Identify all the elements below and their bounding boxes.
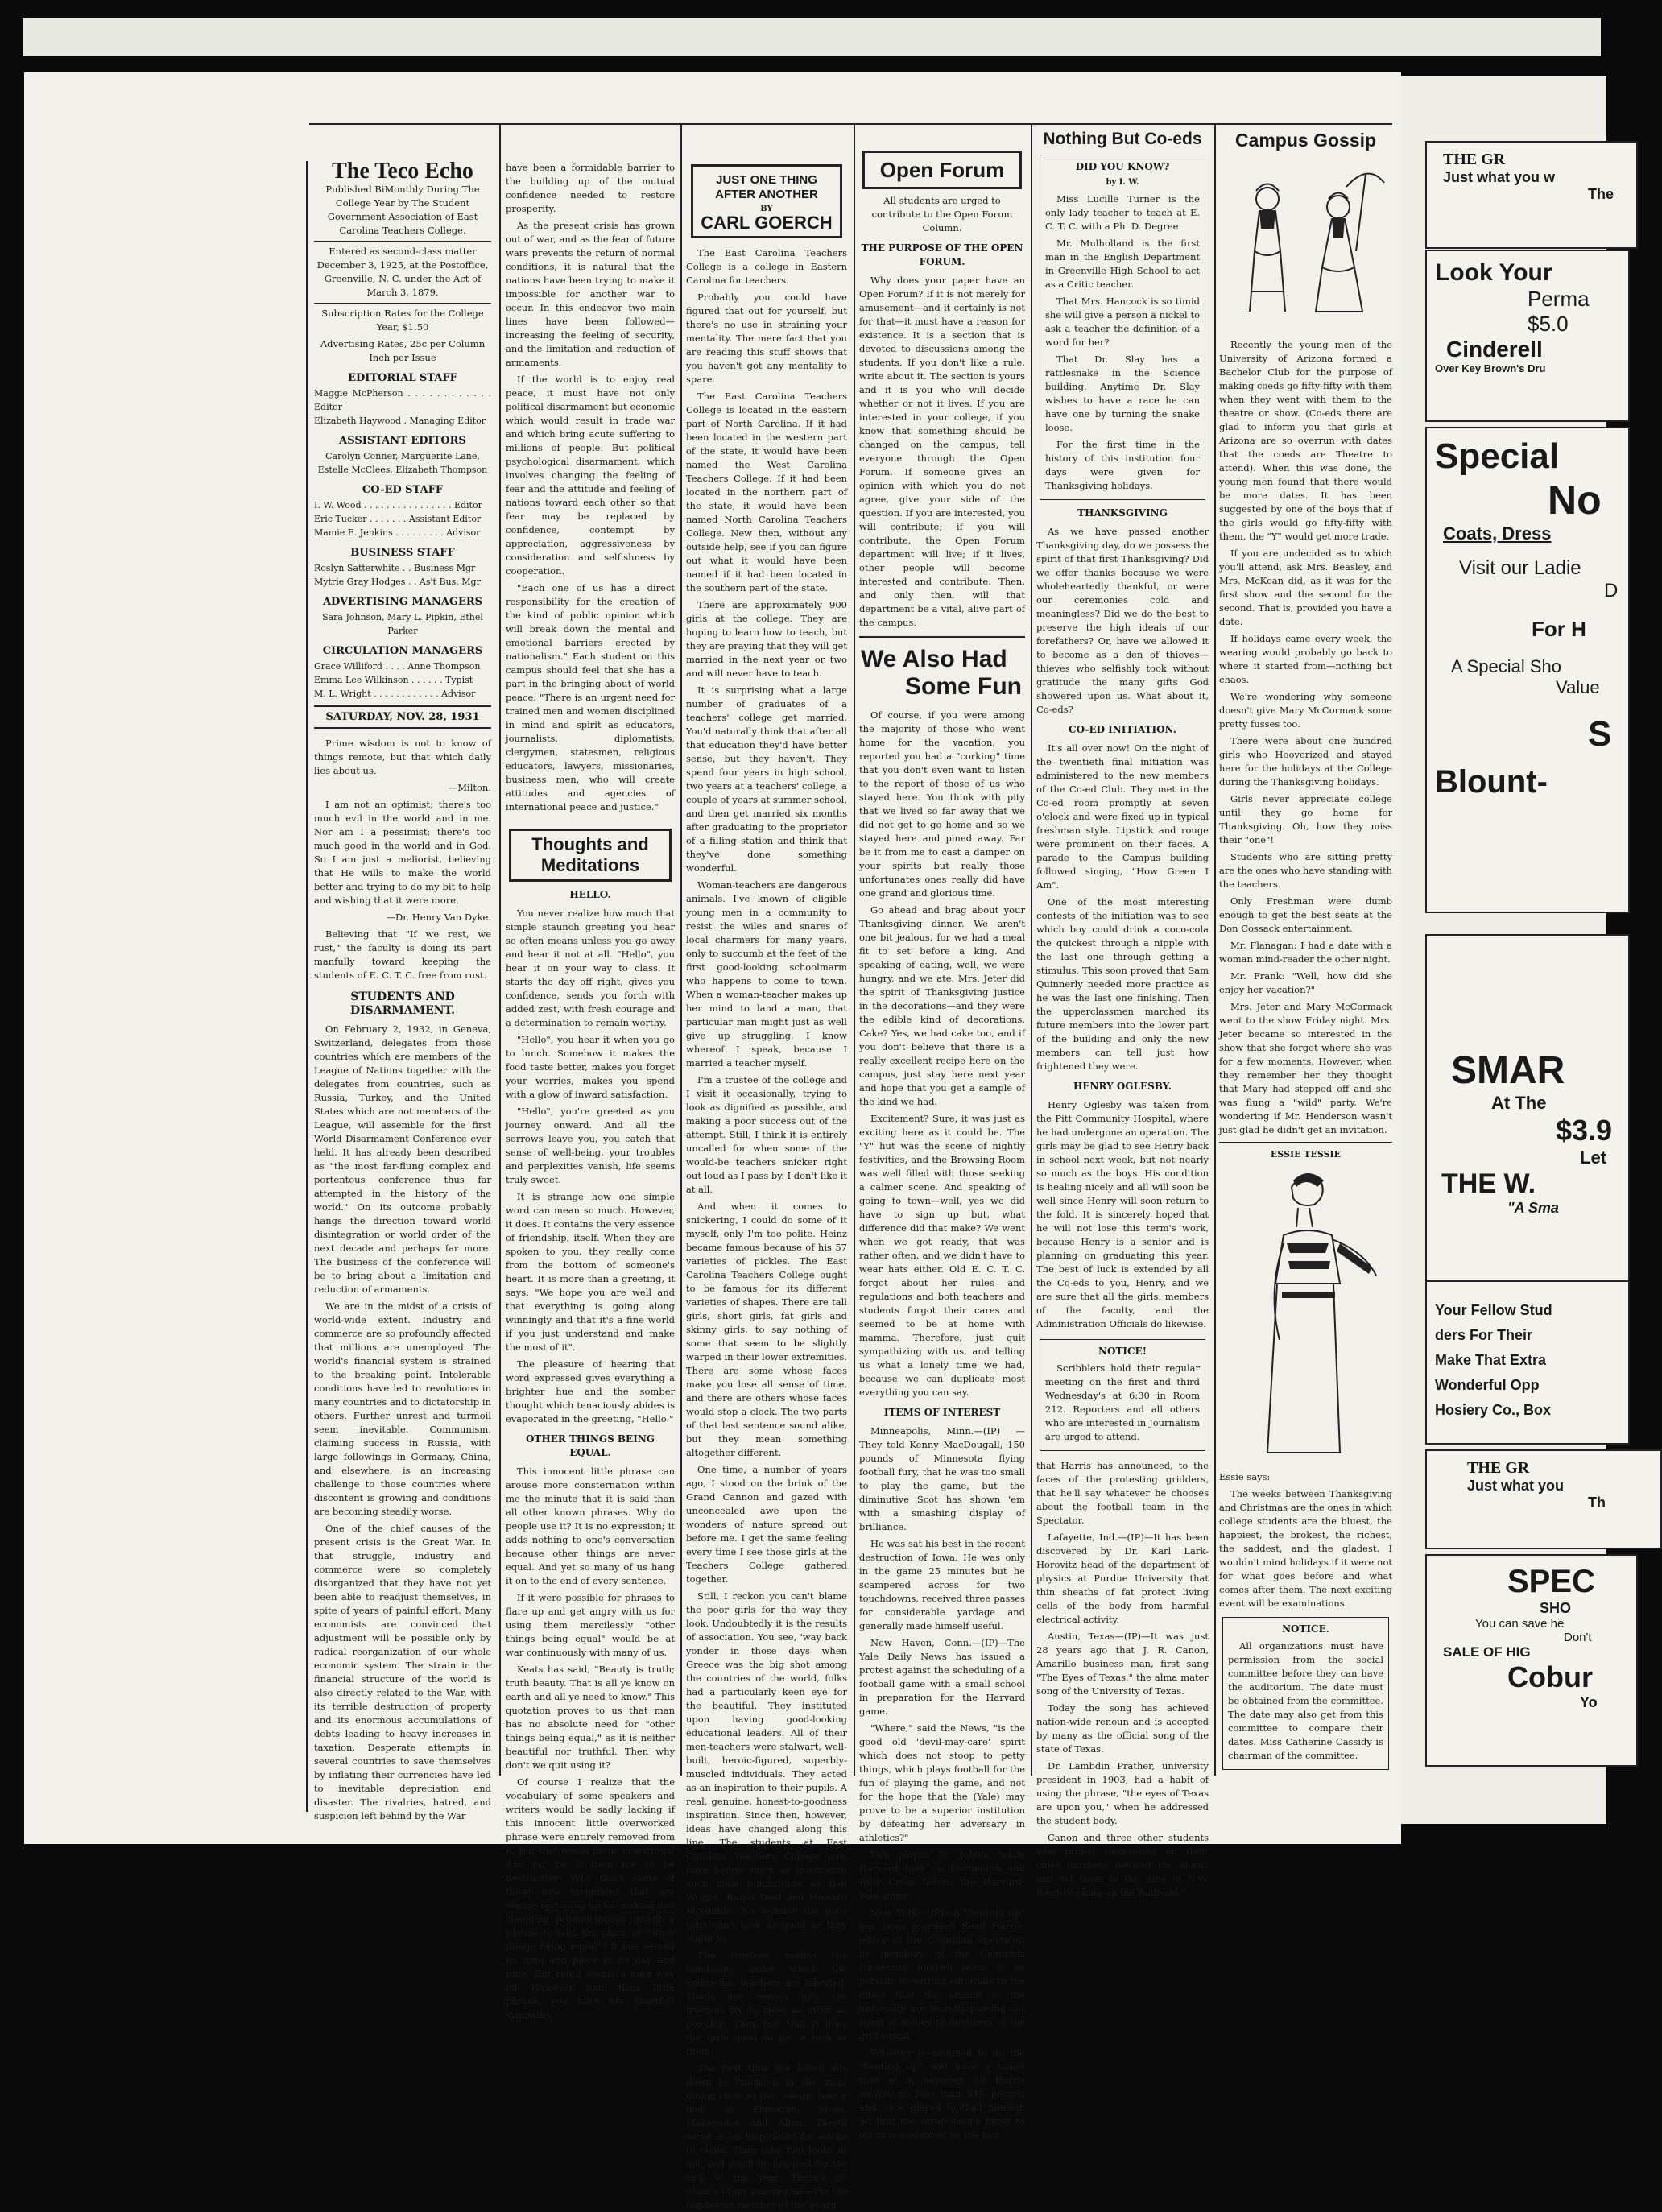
ad-line: Your Fellow Stud [1435, 1302, 1552, 1318]
assistant-editors-heading: ASSISTANT EDITORS [339, 435, 466, 447]
divider [314, 705, 491, 707]
article-paragraph: Still, I reckon you can't blame the poor girls for the way they look. Undoubtedly it is the results of association. You see, 'way back yonder in those days when Greece was the big shot among the countries of the world, folks had a particularly keen eye for the beautiful. They instituted upon having good-looking educational leaders. All of their men-teachers were stalwart, well-built, heroic-figured, superbly-muscled individuals. They acted as an inspiration to their pupils. A real, genuine, honest-to-goodness inspiration. Since then, however, ideas have changed along this line. The students at East Carolina Teachers College now have before them as inspiration such male pulchritude as Bob Wright, Ralph Deal and Howard McGinnis. No wonder the poor girls can't look as good as they ought to. [686, 1590, 847, 1944]
column-disarmament-cont [506, 161, 675, 2020]
henry-oglesby-title: HENRY OGLESBY. [1073, 1081, 1172, 1092]
staff-line: Maggie McPherson . . . . . . . . . . . . Editor [314, 388, 491, 412]
ad-line: No [1548, 478, 1602, 523]
column-masthead [314, 159, 491, 1821]
article-paragraph: Lafayette, Ind.—(IP)—It has been discovered by Dr. Karl Lark-Horovitz head of the department of physics at Purdue University that thin sheaths of fat protect living cells of the body from harmful electrical activity. [1036, 1532, 1209, 1625]
column-forum [859, 149, 1025, 2140]
article-paragraph: It's all over now! On the night of the twentieth final initiation was administered to the new members of the Co-ed Club. They met in the Co-ed room promptly at seven o'clock and were fixed up in typical freshman style. Lipstick and rouge were prominent on their faces. A parade to the Campus building followed singing, "How Green I Am". [1036, 742, 1209, 891]
divider [314, 727, 491, 729]
essie-says-label: Essie says: [1219, 1471, 1271, 1482]
divider [314, 241, 491, 242]
ad-line: Over Key Brown's Dru [1435, 362, 1546, 374]
article-paragraph: This innocent little phrase can arouse more consternation within me the minute that it is said than all other known phrases. Why do people use it? It is no expression; it adds nothing to one's conversation because other things are never equal. And yet so many of us hang it on to the end of every sentence. [506, 1466, 675, 1586]
quote-attribution: —Dr. Henry Van Dyke. [386, 912, 491, 923]
article-paragraph: If you are undecided as to which you'll attend, ask Mrs. Beasley, and Mrs. McKean did, as it was for the first show and the second for the second. That is, provided you have a date. [1219, 548, 1392, 627]
ad-line: Make That Extra [1435, 1352, 1547, 1368]
article-paragraph: "Each one of us has a direct responsibility for the creation of the kind of public opinion which will break down the mental and emotional barriers erected by nationalism." Each student on this campus should feel that she has a part in the bringing about of world peace. "There is an urgent need for trained men and women disciplined in mind and spirit as educators, journalists, diplomatists, clergymen, statesmen, religious educators, lawyers, missionaries, business men, who will create attitudes and agencies of international peace and justice." [506, 582, 675, 812]
thanksgiving-title: THANKSGIVING [1077, 507, 1168, 519]
article-paragraph: Why does your paper have an Open Forum? If it is not merely for amusement—and it certainly is not for that—it must have a reason for existence. It is a section that is devoted to discussions among the students. If you don't like a rule, write about it. The section is yours and it is you who will decide whether or not it lives. If you are interested in your college, if you know that something should be changed on the campus, tell everyone through the Open Forum. If someone gives an opinion with which you do not agree, give your side of the question. If you are interested, you will contribute; if you will contribute, the Open Forum department will live; if it lives, other people will become interested and contribute. Then, and only then, will that department be a vital, alive part of the campus. [859, 275, 1025, 628]
ad-line: You can save he [1475, 1617, 1565, 1631]
social-notice-box [1222, 1617, 1389, 1770]
article-paragraph: It is surprising what a large number of graduates of a teachers' college get married. You'd naturally think that after all that education they'd have better sense, but they haven't. They spend four years in high school, two years at a teachers' college, a couple of years at summer school, and then get married six months after graduating to the proprietor of a filling station and think that they've done something wonderful. [686, 684, 847, 874]
thoughts-heading: Thoughts and Meditations [531, 834, 649, 875]
disarmament-heading: STUDENTS AND DISARMAMENT. [349, 990, 456, 1017]
article-paragraph: Probably you could have figured that out for yourself, but there's no use in straining your mentality. The mere fact that you are reading this stuff shows that you haven't got any mentality to spare. [686, 291, 847, 385]
hello-title: HELLO. [569, 889, 611, 900]
essie-tessie-illustration [1219, 1163, 1392, 1469]
fun-title-line1: We Also Had [861, 646, 1007, 672]
article-paragraph: Yale played St. John's, while Harvard took on Dartmouth and Holy Cross before the Harvard-Yale game. [859, 1849, 1025, 1901]
divider [1219, 1142, 1392, 1143]
coed-staff-heading: CO-ED STAFF [362, 484, 444, 496]
ad-coburn [1425, 1554, 1638, 1767]
article-paragraph: "Where," said the News, "is the good old 'devil-may-care' spirit which does not stoop to petty things, which plays football for the fun of playing the game, and not for the hope that the (Yale) may prove to be a superior institution by defeating her adversary in athletics?" [859, 1722, 1025, 1843]
article-paragraph: Minneapolis, Minn.—(IP) — They told Kenny MacDougall, 150 pounds of Minnesota flying football fury, that he was too small to play the game, but the diminutive Scot has shown 'em with a smashing display of brilliance. [859, 1425, 1025, 1532]
advertising-rates: Advertising Rates, 25c per Column Inch per Issue [320, 338, 486, 363]
staff-line: M. L. Wright . . . . . . . . . . . . Advisor [314, 688, 476, 699]
divider [859, 636, 1025, 638]
ad-line: Special [1435, 436, 1560, 476]
article-paragraph: Mr. Flanagan: I had a date with a woman mind-reader the other night. [1219, 940, 1392, 965]
article-paragraph: "Hello", you hear it when you go to lunch. Somehow it makes the food taste better, makes you forget your worries, makes you spend with a glow of inward satisfaction. [506, 1034, 675, 1100]
ad-line: At The [1491, 1093, 1547, 1113]
column-gossip [1219, 129, 1392, 1804]
ad-line: Th [1588, 1495, 1606, 1511]
article-paragraph: have been a formidable barrier to the building up of the mutual confidence needed to restore prosperity. [506, 162, 675, 214]
ad-line: Coats, Dress [1443, 523, 1552, 544]
masthead-published: Published BiMonthly During The College Year by The Student Government Association of East Carolina Teachers College. [325, 184, 480, 236]
ad-line: For H [1532, 617, 1586, 641]
ad-line: D [1604, 580, 1619, 602]
goerch-by: BY [760, 205, 773, 213]
staff-line: Grace Williford . . . . Anne Thompson [314, 661, 481, 672]
did-you-know-title: DID YOU KNOW? [1075, 161, 1170, 172]
fun-title-line2: Some Fun [904, 673, 1022, 700]
column-rule [680, 125, 682, 1776]
article-paragraph: The pleasure of hearing that word expressed gives everything a brighter hue and the somber thought which tenaciously abides is evaporated in the greeting, "Hello." [506, 1358, 675, 1424]
article-paragraph: Whoever is assigned to do the "beating up" will have a tough time of it, however, for Harris weighs no less than 215 pounds and once played football himself. So that the scrap seems likely to occur is evidenced by the fact [859, 2047, 1025, 2140]
column-rule [1031, 125, 1032, 1776]
column-goerch [686, 161, 847, 2210]
thoughts-heading-box [509, 829, 672, 882]
ad-line: SMAR [1451, 1049, 1565, 1092]
goerch-title: JUST ONE THING AFTER ANOTHER [715, 173, 818, 201]
ad-line: Visit our Ladie [1459, 557, 1581, 579]
article-paragraph: The weeks between Thanksgiving and Christmas are the ones in which college students are the bluest, the happiest, the brokest, the richest, the saddest, and the gladest. I wouldn't mind holidays if it were not for what goes before and what comes after them. The next exciting event will be examinations. [1219, 1488, 1392, 1609]
article-paragraph: You never realize how much that simple staunch greeting you hear so often means unless you go away and hear it not at all. "Hello", you hear it on your way to class. It starts the day off right, gives you confidence, sends you forth with added zest, with fresh courage and a determination to remain worthy. [506, 908, 675, 1028]
article-paragraph: that Harris has announced, to the faces of the protesting gridders, that he'll say whatever he chooses about the football team in the Spectator. [1036, 1460, 1209, 1526]
article-paragraph: As we have passed another Thanksgiving day, do we possess the spirit of that first Thanksgiving? Did we offer thanks because we were wholeheartedly thankful, or were our ceremonies cold and meaningless? Did we do the best to preserve the high ideals of our forefathers? Or, have we allowed it to become as a den of thieves—thieves who selfishly took without gratitude the many gifts God showered upon us. What about it, Co-eds? [1036, 526, 1209, 715]
editorial-staff-heading: EDITORIAL STAFF [348, 372, 457, 384]
article-paragraph: Mr. Frank: "Well, how did she enjoy her vacation?" [1219, 970, 1392, 995]
staff-line: Mamie E. Jenkins . . . . . . . . . Advisor [314, 527, 481, 538]
advertising-managers-heading: ADVERTISING MANAGERS [322, 596, 483, 608]
forum-intro: All students are urged to contribute to the Open Forum Column. [871, 195, 1013, 234]
article-paragraph: The East Carolina Teachers College is a college in Eastern Carolina for teachers. [686, 247, 847, 286]
article-paragraph: Henry Oglesby was taken from the Pitt Community Hospital, where he had undergone an operation. The girls may be glad to see Henry back in school next week, but not nearly so much as the boys. His condition is healing nicely and all will soon be well since Henry will soon return to the fold. It is sincerely hoped that he will not lose this term's work, because Henry is a senior and is planning on graduating this year. The best of luck is extended by all the Co-eds to you, Henry, and we are sure that all the girls, members of the faculty, and the Administration Officials do likewise. [1036, 1099, 1209, 1329]
article-paragraph: Girls never appreciate college until they go home for Thanksgiving. Oh, how they miss their "one"! [1219, 793, 1392, 846]
article-paragraph: As the present crisis has grown out of war, and as the fear of future wars prevents the return of normal conditions, it is natural that the nations have been trying to make it impossible for another war to occur. In this endeavor two main lines have been followed—increasing the feeling of security, and the limitation and reduction of armaments. [506, 220, 675, 368]
article-paragraph: Scribblers hold their regular meeting on the first and third Wednesday's at 6:30 in Room 212. Reporters and all others who are interested in Journalism are urged to attend. [1045, 1362, 1200, 1442]
notice-title: NOTICE. [1282, 1623, 1329, 1635]
article-paragraph: Woman-teachers are dangerous animals. I've known of eligible young men in a community to resist the wiles and snares of local charmers for many years, only to succumb at the feet of the first good-looking schoolmarm who happens to come to town. When a woman-teacher makes up her mind to land a man, that particular man might just as well give up struggling. I know whereof I speak, because I married a teacher myself. [686, 879, 847, 1069]
masthead-entered: Entered as second-class matter December 3, 1925, at the Postoffice, Greenville, N. C. under the Act of March 3, 1879. [316, 246, 489, 298]
article-paragraph: Go ahead and brag about your Thanksgiving dinner. We aren't one bit jealous, for we had a meal fit to set before a king. And speaking of eating, well, we were hungry, and we ate. Mrs. Jeter did the spirit of Thanksgiving justice in the decorations—and they were the edible kind of decorations. Cake? Yes, we had cake too, and if you don't believe that there is a really excellent recipe here on the campus, just stay here next year and hope that you get a sample of the kind we had. [859, 904, 1025, 1107]
article-paragraph: Today the song has achieved nation-wide renoun and is accepted by many as the official song of the state of Texas. [1036, 1702, 1209, 1755]
article-paragraph: And when it comes to snickering, I could do some of it myself, only I'm too polite. Heinz became famous because of his 57 varieties of pickles. The East Carolina Teachers College ought to be famous for its different varieties of shapes. There are tall girls, short girls, fat girls and skinny girls, to say nothing of some that seem to be slightly warped in their lower extremities. There are some whose faces make you lose all sense of time, and there are others whose faces would stop a clock. The two parts of that last sentence sound alike, but they mean something altogether different. [686, 1201, 847, 1458]
ad-line: Look Your [1435, 259, 1552, 286]
article-paragraph: Canon and three other students who prided themselves on their close harmony devised the words and set them to the tune of "I've Been Working on the Railroad." [1036, 1832, 1209, 1898]
ad-line: Just what you [1467, 1478, 1565, 1494]
article-paragraph: We are in the midst of a crisis of world-wide extent. Industry and commerce are so profoundly affected that millions are unemployed. The world's financial system is strained to the breaking point. Intolerable conditions have led to revolutions in many countries and to dictatorship in others. Further unrest and turmoil seem inevitable. Communism, claiming success in Russia, with large followings in Germany, China, and elsewhere, is an increasing challenge to those countries where discontent is growing and conditions are becoming steadily worse. [314, 1300, 491, 1517]
ad-line: S [1588, 714, 1612, 754]
forum-purpose-title: THE PURPOSE OF THE OPEN FORUM. [861, 242, 1023, 267]
forum-title: Open Forum [879, 158, 1005, 182]
scribblers-notice-box [1040, 1339, 1205, 1451]
ad-line: Value [1556, 677, 1600, 697]
column-rule [1214, 125, 1216, 1776]
issue-date: SATURDAY, NOV. 28, 1931 [325, 711, 480, 723]
article-paragraph: New Haven, Conn.—(IP)—The Yale Daily News has issued a protest against the scheduling of a football game with a small school in preparation for the Harvard game. [859, 1637, 1025, 1717]
article-paragraph: All organizations must have permission from the social committee before they can have the auditorium. The date must be obtained from the committee. The date may also get from this committee to compare their dates. Miss Catherine Cassidy is chairman of the committee. [1228, 1640, 1383, 1761]
article-paragraph: Dr. Lambdin Prather, university president in 1903, had a habit of using the phrase, "the eyes of Texas are upon you," when he addressed the student body. [1036, 1760, 1209, 1826]
article-paragraph: The next time the board sits down to luncheon in the main dining room at the college, take a look at Flanagan, Moye, Makepeace and Allen. They'll serve as an inspiration for weeks to come. Then take two looks at me, and you'll be inspired for the rest of the year. There's no chance of my missing me—I'm the handsome member of the board. [686, 2062, 847, 2210]
ad-line: "A Sma [1507, 1200, 1559, 1216]
article-paragraph: If it were possible for phrases to flare up and get angry with us for using them mercilessly "other things being equal" would be at war continuously with many of us. [506, 1592, 675, 1658]
article-paragraph: Austin, Texas—(IP)—It was just 28 years ago that J. R. Canon, Amarillo business man, first sang "The Eyes of Texas," the alma mater song of the University of Texas. [1036, 1631, 1209, 1697]
quote-text: Prime wisdom is not to know of things remote, but that which daily lies about us. [314, 738, 491, 776]
forum-heading-box [862, 151, 1022, 189]
ad-line: Perma [1528, 287, 1590, 311]
ad-the-gr-2 [1425, 1449, 1662, 1549]
ad-line: $5.0 [1528, 312, 1569, 336]
business-staff-heading: BUSINESS STAFF [350, 547, 455, 559]
ad-line: Don't [1564, 1631, 1592, 1644]
coed-initiation-title: CO-ED INITIATION. [1069, 724, 1176, 735]
ad-line: The [1588, 186, 1614, 202]
article-paragraph: It is strange how one simple word can mean so much. However, it does. It contains the very essence of friendship, itself. When they are spoken to you, they really come from the bottom of someone's heart. It is more than a greeting, it says: "We hope you are well and that everything is going along winningly and that it's a fine world if you just understand and make the most of it". [506, 1191, 675, 1353]
article-paragraph: Miss Lucille Turner is the only lady teacher to teach at E. C. T. C. with a Ph. D. Degree. [1045, 193, 1200, 232]
masthead-title: The Teco Echo [332, 159, 473, 184]
article-paragraph: If the world is to enjoy real peace, it must have not only political disarmament but economic which would result in trade war and which bring acute suffering to millions of people. But political psychological disarmament, which involves changing the feeling of fear and the attitude and feeling of nations toward each other so that fear may be replaced by confidence, contempt by appreciation, aggressiveness by consideration and selfishness by cooperation. [506, 374, 675, 577]
ad-hosiery [1425, 1280, 1630, 1445]
article-paragraph: The trustees realize the handicaps under which the embryonic teachers are laboring. That's one reason why the trustees try to meet as often as possible. They feel that it does the girls good to get a look at them. [686, 1949, 847, 2057]
ad-special [1425, 427, 1630, 913]
column-rule [499, 125, 501, 1776]
staff-line: Elizabeth Haywood . Managing Editor [314, 416, 486, 426]
article-paragraph: Of course, if you were among the majority of those who went home for the vacation, you reported you had a "corking" time that you don't even want to listen to the report of those of us who stayed here. You think with pity that we lived so far away that we did not get to go home and so we stayed here and pined away. Far be it from me to cast a damper on your spirits but really those unfortunates ones really did have one grand and glorious time. [859, 709, 1025, 899]
ad-line: THE GR [1467, 1459, 1530, 1477]
column-rule [854, 125, 855, 1776]
ad-line: $3.9 [1556, 1114, 1613, 1147]
ad-line: THE W. [1441, 1168, 1536, 1199]
article-paragraph: There were about one hundred girls who Hooverized and stayed here for the holidays at the College during the Thanksgiving holidays. [1219, 735, 1392, 788]
header-rule [309, 123, 1392, 125]
column-rule [306, 161, 308, 1812]
article-paragraph: Keats has said, "Beauty is truth; truth beauty. That is all ye know on earth and all ye need to know." This quotation proves to us that man has no absolute need for "other things being equal," as it is neither beautiful nor truthful. Then why don't we quit using it? [506, 1664, 675, 1771]
coeds-title: Nothing But Co-eds [1043, 130, 1202, 148]
goerch-heading-box [691, 164, 842, 238]
article-paragraph: If holidays came every week, the wearing would probably go back to where it started from—nothing but chaos. [1219, 633, 1392, 685]
ad-line: SHO [1540, 1600, 1572, 1616]
article-paragraph: Mrs. Jeter and Mary McCormack went to the show Friday night. Mrs. Jeter became so interested in the show that she forgot where she was for a few moments. However, when they remember her they thought that Mary had stepped off and she was flung a "wild" party. We're wondering if Mr. Henderson wasn't just glad he didn't get an invitation. [1219, 1001, 1392, 1135]
staff-line: Roslyn Satterwhite . . Business Mgr [314, 563, 476, 573]
other-things-title: OTHER THINGS BEING EQUAL. [525, 1433, 655, 1458]
article-paragraph: That Mrs. Hancock is so timid she will give a person a nickel to ask a teacher the definition of a word for her? [1045, 296, 1200, 348]
ad-line: THE GR [1443, 151, 1506, 168]
circulation-managers-heading: CIRCULATION MANAGERS [322, 645, 483, 657]
column-coeds [1036, 129, 1209, 1898]
article-paragraph: One of the most interesting contests of the initiation was to see which boy could drink a coco-cola the quickest through a nipple with the last one through getting a stimulus. This soon proved that Sam Quinnerly needed more practice as he was the last one finishing. Then the upperclassmen marched its future members into the lower part of the building and only the new members can tell just how frightened they were. [1036, 896, 1209, 1072]
did-you-know-byline: by I. W. [1106, 178, 1139, 187]
divider [314, 303, 491, 304]
notice-title: NOTICE! [1098, 1346, 1147, 1357]
article-paragraph: There are approximately 900 girls at the college. They are hoping to learn how to teach, but they are praying that they will get married in the next year or two and will never have to teach. [686, 599, 847, 679]
article-paragraph: One of the chief causes of the present crisis is the Great War. In that struggle, industry and commerce were so completely disorganized that they have not yet been able to readjust themselves, in spite of years of painful effort. Many economists are convinced that adjustment will be possible only by radical reorganization of our whole economic system. The strain in the financial structure of the world is also directly related to the War, with its terrible destruction of property and its enormous accumulations of debts leading to heavy increases in taxation. Desperate attempts in several countries to save themselves by inflating their currencies have led to inevitable depreciation and disaster. The rivalries, hatred, and suspicion left behind by the War [314, 1523, 491, 1821]
ad-line: A Special Sho [1451, 656, 1561, 676]
quote-text: Believing that "If we rest, we rust," the faculty is doing its part manfully toward keeping the students of E. C. T. C. free from rust. [314, 928, 491, 981]
ad-line: Yo [1580, 1694, 1598, 1710]
items-title: ITEMS OF INTEREST [883, 1407, 1001, 1418]
ad-line: Hosiery Co., Box [1435, 1402, 1552, 1418]
gossip-title: Campus Gossip [1234, 130, 1377, 151]
staff-line: Mytrie Gray Hodges . . As't Bus. Mgr [314, 577, 481, 587]
gossip-ladies-illustration [1219, 155, 1392, 332]
article-paragraph: Mr. Mulholland is the first man in the English Department in Greenville High School to act as a Critic teacher. [1045, 238, 1200, 290]
ad-line: Cinderell [1446, 337, 1543, 362]
staff-line: Sara Johnson, Mary L. Pipkin, Ethel Parker [322, 612, 483, 636]
ad-line: Wonderful Opp [1435, 1377, 1540, 1393]
staff-line: Carolyn Conner, Marguerite Lane, Estelle McClees, Elizabeth Thompson [317, 451, 488, 475]
article-paragraph: Students who are sitting pretty are the ones who have standing with the teachers. [1219, 851, 1392, 890]
article-paragraph: New York—(IP)—A "beating up" has been promised Reed Harris, editor of the Columbia Spectator, by members of the Columbia University football team, if he persists in writing editorials to the effect that the alumni of the university are secretly passing out sums of money to members of the grid squad. [859, 1907, 1025, 2041]
staff-line: I. W. Wood . . . . . . . . . . . . . . . . Editor [314, 500, 482, 511]
article-paragraph: The East Carolina Teachers College is located in the eastern part of North Carolina. If it had been located in the western part of the state, it would have been named the West Carolina Teachers College. If it had been located in the northern part of the state, it would have been named North Carolina Teachers College. New then, without any outside help, see if you can figure out what it would have been named if it had been located in the southern part of the state. [686, 391, 847, 593]
article-paragraph: I'm a trustee of the college and I visit it occasionally, trying to look as dignified as possible, and making a poor success out of the attempt. Still, I think it is entirely uncalled for when some of the would-be teachers snicker right out loud as I pass by. I don't like it at all. [686, 1074, 847, 1195]
did-you-know-box [1040, 155, 1205, 500]
ad-line: Just what you w [1443, 169, 1556, 185]
article-paragraph: That Dr. Slay has a rattlesnake in the Science building. Anytime Dr. Slay wishes to have a race he can have one by turning the snake loose. [1045, 354, 1200, 433]
ad-line: Blount- [1435, 764, 1548, 800]
quote-attribution: —Milton. [448, 782, 491, 793]
article-paragraph: One time, a number of years ago, I stood on the brink of the Grand Cannon and gazed with unconcealed awe upon the wonders of nature spread out before me. I get the same feeling every time I see those girls at the Teachers College gathered together. [686, 1464, 847, 1585]
article-paragraph: Recently the young men of the University of Arizona formed a Bachelor Club for the purpose of making coeds go fifty-fifty with them when they went with them to the theatre or show. (Co-eds there are glad to inform you that girls at Arizona are so overrun with dates that the coeds are Theatre to attend). When this was done, the young men found that there would be more dates. It has been suggested by one of the boys that if the girls would go fifty-fifty with them, the "Y" would get more trade. [1219, 339, 1392, 542]
ad-look-your [1425, 250, 1630, 422]
staff-line: Emma Lee Wilkinson . . . . . . Typist [314, 675, 473, 685]
article-paragraph: Of course I realize that the vocabulary of some speakers and writers would be sadly lacking if this innocent little overworked phrase were entirely removed from it. But that would be no disastrous! And far be it from me to be destructive! Why don't some of these new inventions that are always springing up for making and changing pronunciations invent a phrase to take the place of "other things being equal"? It has served its time and place in its day and time. But relief seems a long way off. However, until then, little phrase, you have my heartfelt sympathy. [506, 1776, 675, 2020]
essie-tessie-title: ESSIE TESSIE [1270, 1149, 1342, 1160]
quote-text: I am not an optimist; there's too much evil in the world and in me. Nor am I a pessimist; there's too much good in the world and in God. So I am just a meliorist, believing that He wills to make the world better and trying to do my bit to help and wishing that it were more. [314, 799, 491, 906]
article-paragraph: We're wondering why someone doesn't give Mary McCormack some pretty fusses too. [1219, 691, 1392, 730]
article-paragraph: On February 2, 1932, in Geneva, Switzerland, delegates from those countries which are members of the League of Nations together with the delegates from countries, such as Russia, Turkey, and the United States which are not members of the League, will assemble for the first World Disarmament Conference ever held. It has already been described as "the most far-flung complex and portentous conference thus far attempted in the history of the world." On its outcome probably hangs the direction toward world disintegration or world order of the next decade and perhaps far more. The business of the conference will be to bring about a limitation and reduction of armaments. [314, 1023, 491, 1295]
article-paragraph: Excitement? Sure, it was just as exciting here as it could be. The "Y" hut was the scene of nightly festivities, and the Browsing Room was well filled with those seeking a calmer scene. And speaking of going to town—well, yes we did have to sign up but, what difference did that make? We went when we got ready, that was rather often, and we didn't have to wear hats either. Old E. C. T. C. forgot about her rules and regulations and both teachers and students forgot their cares and seemed to be at home with mamma. Therefore, just quit sympathizing with us, and telling us what a lonely time we had, because we can duplicate most everything you can say. [859, 1113, 1025, 1398]
ad-line: SPEC [1507, 1564, 1595, 1599]
goerch-author: CARL GOERCH [701, 213, 833, 233]
ad-line: Cobur [1507, 1660, 1593, 1693]
article-paragraph: Only Freshman were dumb enough to get the best seats at the Don Cossack entertainment. [1219, 895, 1392, 934]
article-paragraph: For the first time in the history of this institution four days were given for Thanksgiving holidays. [1045, 439, 1200, 491]
subscription-rates: Subscription Rates for the College Year, $1.50 [321, 308, 484, 333]
staff-line: Eric Tucker . . . . . . . Assistant Editor [314, 514, 482, 524]
ad-line: Let [1580, 1147, 1606, 1168]
article-paragraph: He was sat his best in the recent destruction of Iowa. He was only in the game 25 minutes but he scampered across for two touchdowns, received three passes for considerable yardage and generally made himself useful. [859, 1538, 1025, 1631]
ad-line: ders For Their [1435, 1327, 1533, 1343]
ad-line: SALE OF HIG [1443, 1644, 1531, 1660]
ad-the-gr [1425, 141, 1638, 249]
article-paragraph: "Hello", you're greeted as you journey onward. And all the sorrows leave you, you catch that sense of well-being, your troubles and perplexities vanish, life seems truly sweet. [506, 1106, 675, 1185]
top-paper-strip [23, 18, 1601, 56]
